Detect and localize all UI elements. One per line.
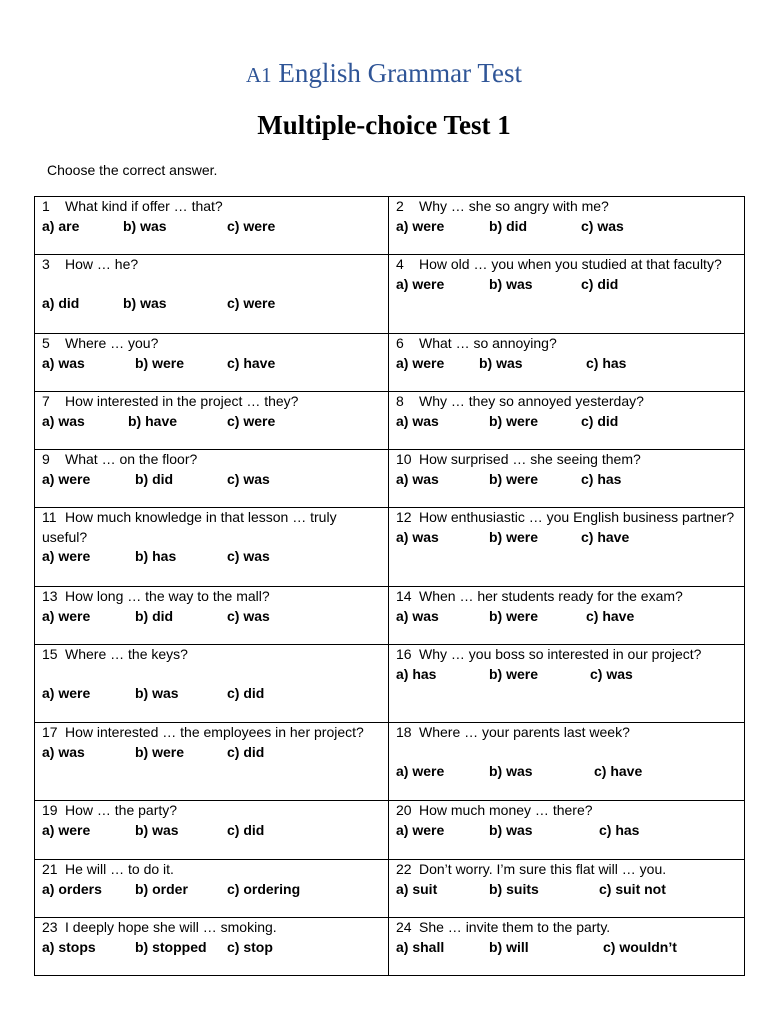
answer-options [42,217,382,237]
question-number: 9 [42,451,50,467]
question-line [42,255,382,275]
question-row [35,723,745,801]
question-row [35,918,745,976]
question-cell [389,801,745,860]
question-row [35,392,745,450]
answer-options [396,938,738,958]
question-cell [35,587,389,645]
question-row [35,860,745,918]
answer-option-c[interactable]: c) ordering [227,880,301,897]
answer-option-b[interactable]: b) were [489,528,539,545]
question-line [396,197,738,217]
question-cell [35,508,389,587]
question-number: 1 [42,198,50,214]
question-line [42,334,382,354]
answer-option-a[interactable]: a) were [42,470,91,487]
answer-option-c[interactable]: c) did [581,412,619,429]
answer-option-c[interactable]: c) was [581,217,624,234]
question-number: 19 [42,802,58,818]
question-number: 24 [396,919,412,935]
question-line [42,645,382,665]
question-line [396,508,738,528]
answer-option-c[interactable]: c) has [586,354,627,371]
answer-option-c[interactable]: c) wouldn’t [603,938,677,955]
question-text: How … he? [65,256,139,272]
question-number: 22 [396,861,412,877]
answer-option-c[interactable]: c) did [227,685,265,701]
question-line [396,723,738,743]
answer-option-c[interactable]: c) were [227,412,276,429]
answer-options [42,607,382,627]
question-line [42,392,382,412]
answer-option-c[interactable]: c) have [586,607,635,624]
answer-option-a[interactable]: a) were [396,217,445,234]
question-cell [389,334,745,392]
spacer [42,665,382,685]
question-line [42,918,382,938]
answer-option-a[interactable]: a) were [396,275,445,292]
answer-option-b[interactable]: b) was [489,763,533,779]
answer-options [396,821,738,841]
answer-option-c[interactable]: c) did [227,821,265,838]
page-title [0,58,768,89]
spacer [42,275,382,295]
answer-options [396,607,738,627]
question-row [35,450,745,508]
answer-option-b[interactable]: b) were [135,354,185,371]
answer-option-c[interactable]: c) have [594,763,643,779]
question-number: 3 [42,256,50,272]
question-line [396,255,738,275]
question-text: How interested in the project … they? [65,393,299,409]
answer-option-b[interactable]: b) suits [489,880,539,897]
question-line [396,587,738,607]
answer-option-a[interactable]: a) did [42,295,80,311]
question-row [35,801,745,860]
answer-option-a[interactable]: a) was [396,528,439,545]
question-number: 17 [42,724,58,740]
question-line [42,723,382,743]
answer-option-b[interactable]: b) was [479,354,523,371]
question-number: 2 [396,198,404,214]
answer-option-a[interactable]: a) was [42,743,85,760]
answer-options [396,275,738,295]
question-cell [389,723,745,801]
answer-option-a[interactable]: a) stops [42,938,96,955]
question-text: How surprised … she seeing them? [419,451,641,467]
answer-option-a[interactable]: a) were [396,821,445,838]
answer-options [396,217,738,237]
answer-options [42,412,382,432]
answer-option-b[interactable]: b) were [489,607,539,624]
answer-option-a[interactable]: a) was [42,354,85,371]
questions-table [34,196,745,976]
question-cell [389,197,745,255]
question-text: He will … to do it. [65,861,174,877]
question-line [396,801,738,821]
answer-options [42,354,382,374]
question-cell [389,392,745,450]
question-text: I deeply hope she will … smoking. [65,919,277,935]
answer-options [42,294,382,314]
question-number: 18 [396,724,412,740]
question-cell [35,255,389,334]
answer-option-a[interactable]: a) was [396,470,439,487]
question-cell [389,918,745,976]
question-text: Where … your parents last week? [419,724,630,740]
question-cell [389,645,745,723]
title-text: English Grammar Test [278,58,522,88]
level-label: A1 [246,63,272,87]
question-row [35,587,745,645]
answer-options [42,743,382,763]
question-cell [389,508,745,587]
question-cell [35,197,389,255]
question-text: Don’t worry. I’m sure this flat will … you. [419,861,667,877]
answer-option-b[interactable]: b) was [489,821,533,838]
question-text: What … so annoying? [419,335,557,351]
question-text: How enthusiastic … you English business partner? [419,509,735,525]
question-text: Where … the keys? [65,646,188,662]
question-row [35,334,745,392]
question-number: 12 [396,509,412,525]
question-number: 10 [396,451,412,467]
answer-options [396,880,738,900]
question-line [42,587,382,607]
answer-option-a[interactable]: a) suit [396,880,438,897]
answer-options [42,938,382,958]
answer-option-a[interactable]: a) shall [396,938,445,955]
answer-option-b[interactable]: b) was [123,295,167,311]
answer-option-b[interactable]: b) were [489,470,539,487]
answer-option-a[interactable]: a) were [396,763,445,779]
question-text: How much knowledge in that lesson … truly useful? [42,509,337,545]
answer-option-b[interactable]: b) was [135,685,179,701]
question-cell [35,392,389,450]
answer-options [396,762,738,782]
question-cell [389,450,745,508]
answer-option-a[interactable]: a) were [42,821,91,838]
answer-option-a[interactable]: a) was [42,412,85,429]
question-text: How long … the way to the mall? [65,588,270,604]
answer-option-b[interactable]: b) was [135,821,179,838]
question-text: Why … you boss so interested in our project? [419,646,702,662]
question-text: She … invite them to the party. [419,919,611,935]
instruction-text: Choose the correct answer. [47,162,218,178]
answer-option-c[interactable]: c) have [581,528,630,545]
answer-option-b[interactable]: b) stopped [135,938,207,955]
answer-option-a[interactable]: a) were [42,685,91,701]
test-subtitle: Multiple-choice Test 1 [257,110,511,140]
question-row [35,508,745,587]
question-number: 8 [396,393,404,409]
question-cell [35,450,389,508]
question-row [35,197,745,255]
question-number: 16 [396,646,412,662]
question-number: 14 [396,588,412,604]
question-text: How … the party? [65,802,178,818]
question-line [396,645,738,665]
answer-option-b[interactable]: b) were [135,743,185,760]
answer-option-c[interactable]: c) have [227,354,276,371]
question-text: What … on the floor? [65,451,198,467]
answer-options [42,470,382,490]
question-line [396,918,738,938]
question-cell [389,255,745,334]
question-text: Where … you? [65,335,159,351]
question-number: 13 [42,588,58,604]
answer-options [42,547,382,567]
answer-option-a[interactable]: a) was [396,412,439,429]
question-text: Why … she so angry with me? [419,198,609,214]
question-text: When … her students ready for the exam? [419,588,683,604]
answer-options [396,354,738,374]
answer-option-c[interactable]: c) was [227,607,270,624]
answer-option-b[interactable]: b) has [135,548,177,564]
answer-option-a[interactable]: a) orders [42,880,102,897]
answer-option-c[interactable]: c) was [590,665,633,682]
answer-option-c[interactable]: c) was [227,470,270,487]
answer-option-a[interactable]: a) were [42,607,91,624]
question-cell [389,587,745,645]
question-text: What kind if offer … that? [65,198,223,214]
answer-option-a[interactable]: a) has [396,665,437,682]
answer-option-c[interactable]: c) were [227,217,276,234]
question-line [42,860,382,880]
answer-option-b[interactable]: b) were [489,665,539,682]
spacer [396,743,738,763]
question-line [396,392,738,412]
question-line [42,450,382,470]
question-line [42,801,382,821]
answer-option-a[interactable]: a) was [396,607,439,624]
answer-options [396,665,738,685]
question-line [396,334,738,354]
answer-option-c[interactable]: c) has [599,821,640,838]
answer-option-b[interactable]: b) have [128,412,178,429]
answer-option-c[interactable]: c) were [227,295,276,311]
question-number: 7 [42,393,50,409]
answer-options [396,412,738,432]
answer-options [42,821,382,841]
answer-option-c[interactable]: c) did [581,275,619,292]
answer-option-b[interactable]: b) order [135,880,188,897]
answer-option-c[interactable]: c) did [227,743,265,760]
question-number: 4 [396,256,404,272]
answer-option-b[interactable]: b) did [489,217,528,234]
answer-option-c[interactable]: c) has [581,470,622,487]
question-cell [35,860,389,918]
question-number: 21 [42,861,58,877]
question-cell [389,860,745,918]
question-row [35,255,745,334]
question-line [42,508,382,547]
answer-option-a[interactable]: a) were [42,548,91,564]
answer-options [42,880,382,900]
question-line [396,860,738,880]
question-text: How interested … the employees in her project? [65,724,364,740]
question-line [396,450,738,470]
question-number: 20 [396,802,412,818]
question-number: 5 [42,335,50,351]
question-text: Why … they so annoyed yesterday? [419,393,644,409]
question-number: 6 [396,335,404,351]
answer-option-b[interactable]: b) was [123,217,167,234]
answer-option-a[interactable]: a) were [396,354,445,371]
answer-option-b[interactable]: b) were [489,412,539,429]
answer-options [396,470,738,490]
answer-options [42,684,382,704]
answer-option-b[interactable]: b) was [489,275,533,292]
question-text: How old … you when you studied at that faculty? [419,256,722,272]
answer-option-b[interactable]: b) did [135,607,174,624]
question-text: How much money … there? [419,802,593,818]
question-number: 15 [42,646,58,662]
question-number: 23 [42,919,58,935]
question-cell [35,723,389,801]
question-number: 11 [42,509,57,525]
answer-option-b[interactable]: b) did [135,470,174,487]
question-cell [35,918,389,976]
answer-option-c[interactable]: c) suit not [599,880,666,897]
question-cell [35,645,389,723]
answer-options [396,528,738,548]
answer-option-c[interactable]: c) was [227,548,270,564]
answer-option-c[interactable]: c) stop [227,938,273,955]
answer-option-b[interactable]: b) will [489,938,529,955]
question-line [42,197,382,217]
question-row [35,645,745,723]
answer-option-a[interactable]: a) are [42,217,80,234]
question-cell [35,334,389,392]
question-cell [35,801,389,860]
